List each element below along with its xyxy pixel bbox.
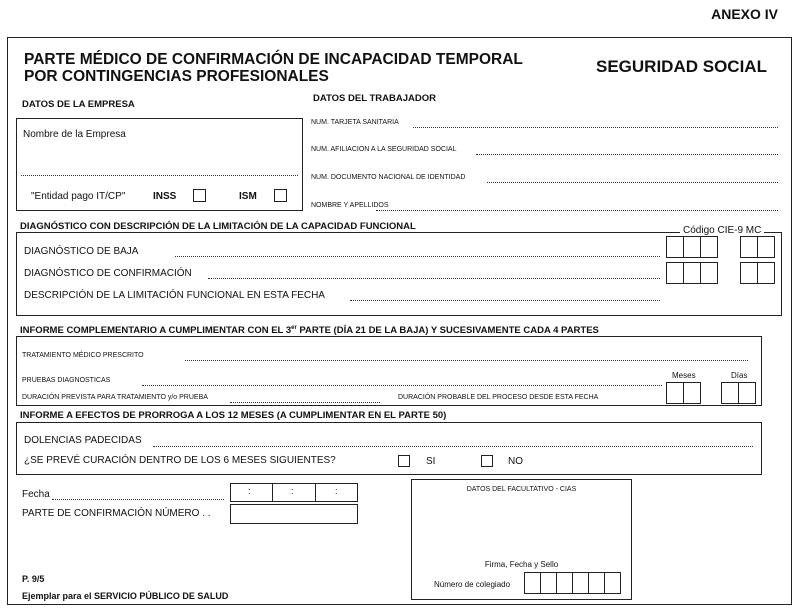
cie-confirmacion-boxes-2[interactable] bbox=[740, 262, 775, 289]
no-label: NO bbox=[508, 456, 523, 467]
tarjeta-sanitaria-field[interactable] bbox=[413, 127, 778, 128]
facultativo-box bbox=[411, 479, 632, 600]
dolencias-field[interactable] bbox=[153, 446, 753, 447]
title-line-1: PARTE MÉDICO DE CONFIRMACIÓN DE INCAPACIDAD TEMPORAL bbox=[24, 51, 523, 68]
diagnostico-confirmacion-field[interactable] bbox=[208, 278, 660, 279]
trabajador-heading: DATOS DEL TRABAJADOR bbox=[313, 93, 436, 104]
inss-checkbox[interactable] bbox=[193, 189, 206, 202]
nombre-empresa-label: Nombre de la Empresa bbox=[23, 129, 126, 140]
prorroga-heading: INFORME A EFECTOS DE PRORROGA A LOS 12 MESES (A CUMPLIMENTAR EN EL PARTE 50) bbox=[20, 410, 447, 421]
afiliacion-label: NUM. AFILIACION A LA SEGURIDAD SOCIAL bbox=[311, 146, 457, 153]
dni-field[interactable] bbox=[487, 182, 778, 183]
si-checkbox[interactable] bbox=[398, 455, 410, 467]
duracion-prevista-field[interactable] bbox=[230, 402, 380, 403]
limitacion-label: DESCRIPCIÓN DE LA LIMITACIÓN FUNCIONAL EN ESTA FECHA bbox=[24, 290, 325, 301]
firma-label: Firma, Fecha y Sello bbox=[484, 560, 559, 569]
pruebas-label: PRUEBAS DIAGNOSTICAS bbox=[22, 377, 111, 384]
parte-numero-label: PARTE DE CONFIRMACIÓN NÚMERO . . bbox=[22, 508, 211, 519]
cie-baja-boxes-2[interactable] bbox=[740, 236, 775, 263]
duracion-prevista-label: DURACIÓN PREVISTA PARA TRATAMIENTO y/o PRUEBA bbox=[22, 394, 208, 401]
pruebas-field[interactable] bbox=[142, 385, 662, 386]
meses-label: Meses bbox=[672, 371, 696, 380]
informe-heading: INFORME COMPLEMENTARIO A CUMPLIMENTAR CON EL 3er PARTE (DÍA 21 DE LA BAJA) Y SUCESIVAMENTE CADA 4 PARTES bbox=[20, 325, 599, 337]
anexo-label: ANEXO IV bbox=[711, 6, 778, 22]
inss-label: INSS bbox=[153, 191, 177, 202]
codigo-cie-label: Código CIE-9 MC bbox=[680, 225, 764, 236]
fecha-leader bbox=[52, 499, 224, 500]
page-code: P. 9/5 bbox=[22, 574, 45, 584]
no-checkbox[interactable] bbox=[481, 455, 493, 467]
parte-numero-field[interactable] bbox=[230, 504, 358, 524]
tarjeta-sanitaria-label: NUM. TARJETA SANITARIA bbox=[311, 119, 399, 126]
prorroga-box bbox=[16, 422, 762, 475]
title-line-2: POR CONTINGENCIAS PROFESIONALES bbox=[24, 68, 329, 85]
form-title bbox=[24, 51, 523, 85]
diagnostico-heading: DIAGNÓSTICO CON DESCRIPCIÓN DE LA LIMITACIÓN DE LA CAPACIDAD FUNCIONAL bbox=[20, 221, 416, 232]
afiliacion-field[interactable] bbox=[476, 154, 778, 155]
ism-checkbox[interactable] bbox=[274, 189, 287, 202]
ejemplar-label: Ejemplar para el SERVICIO PÚBLICO DE SALUD bbox=[22, 591, 229, 601]
entidad-label: "Entidad pago IT/CP" bbox=[31, 191, 126, 202]
diagnostico-baja-label: DIAGNÓSTICO DE BAJA bbox=[24, 246, 139, 257]
dias-boxes[interactable] bbox=[721, 382, 756, 409]
si-label: SI bbox=[426, 456, 436, 467]
fecha-label: Fecha bbox=[22, 489, 50, 500]
ism-label: ISM bbox=[239, 191, 257, 202]
diagnostico-confirmacion-label: DIAGNÓSTICO DE CONFIRMACIÓN bbox=[24, 268, 192, 279]
brand-title: SEGURIDAD SOCIAL bbox=[596, 57, 767, 76]
nombre-empresa-field[interactable] bbox=[21, 175, 298, 176]
cie-baja-boxes[interactable] bbox=[666, 236, 718, 263]
tratamiento-label: TRATAMIENTO MÉDICO PRESCRITO bbox=[22, 352, 144, 359]
tratamiento-field[interactable] bbox=[185, 360, 748, 361]
duracion-probable-label: DURACIÓN PROBABLE DEL PROCESO DESDE ESTA FECHA bbox=[398, 394, 599, 401]
colegiado-label: Número de colegiado bbox=[434, 580, 511, 589]
empresa-heading: DATOS DE LA EMPRESA bbox=[22, 99, 135, 110]
cie-confirmacion-boxes[interactable] bbox=[666, 262, 718, 289]
facultativo-heading: DATOS DEL FACULTATIVO - CIAS bbox=[466, 486, 577, 493]
dni-label: NUM. DOCUMENTO NACIONAL DE IDENTIDAD bbox=[311, 174, 466, 181]
diagnostico-baja-field[interactable] bbox=[175, 256, 660, 257]
nombre-apellidos-field[interactable] bbox=[376, 210, 778, 211]
limitacion-field[interactable] bbox=[350, 300, 660, 301]
nombre-apellidos-label: NOMBRE Y APELLIDOS bbox=[311, 202, 389, 209]
fecha-field[interactable]: : : : bbox=[230, 483, 358, 502]
colegiado-boxes[interactable] bbox=[524, 572, 621, 599]
empresa-box bbox=[16, 118, 303, 211]
dolencias-label: DOLENCIAS PADECIDAS bbox=[24, 435, 142, 446]
curacion-label: ¿SE PREVÉ CURACIÓN DENTRO DE LOS 6 MESES SIGUIENTES? bbox=[24, 455, 336, 466]
meses-boxes[interactable] bbox=[666, 382, 701, 409]
dias-label: Días bbox=[731, 371, 748, 380]
